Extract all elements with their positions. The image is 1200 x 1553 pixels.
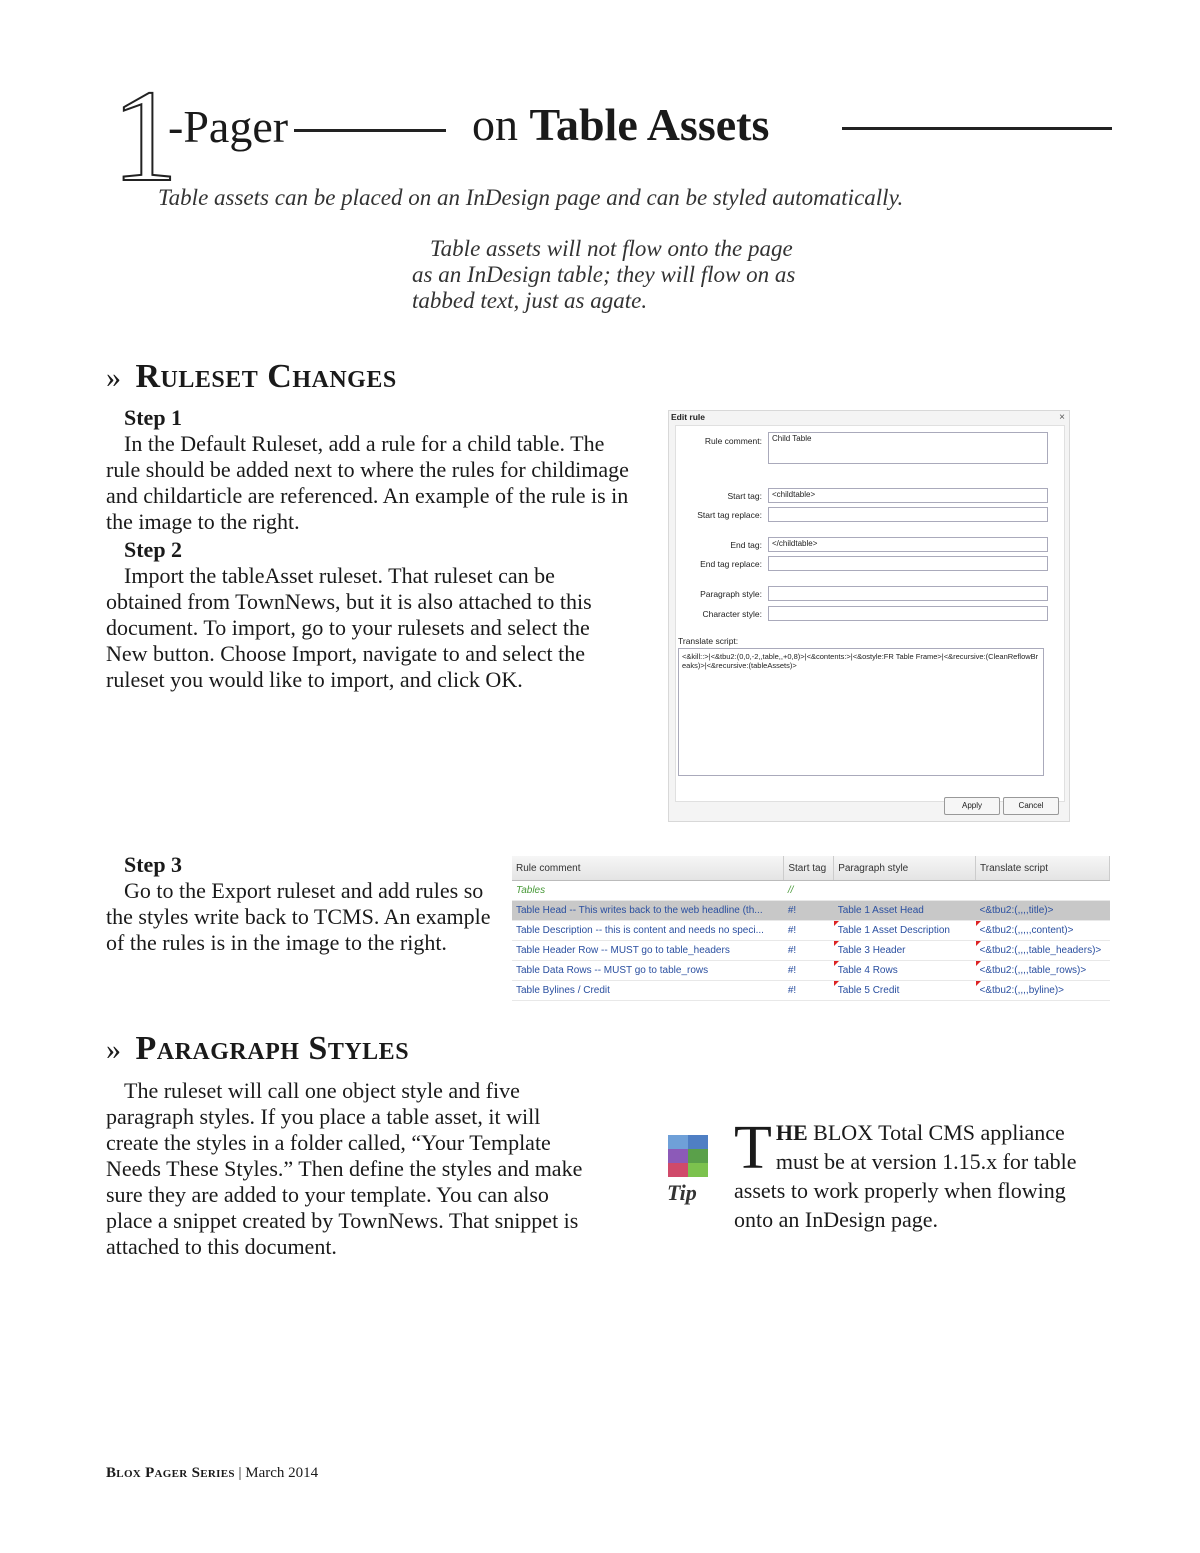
- edit-rule-dialog: [668, 410, 1070, 822]
- row-start: #!: [784, 941, 834, 961]
- tip-lead: HE: [775, 1120, 808, 1145]
- footer-series: Blox Pager Series: [106, 1465, 235, 1481]
- row-start: #!: [784, 961, 834, 981]
- col-paragraph-style[interactable]: Paragraph style: [834, 856, 976, 881]
- col-rule-comment[interactable]: Rule comment: [512, 856, 784, 881]
- table-row[interactable]: [512, 981, 1110, 1001]
- footer-date: March 2014: [245, 1465, 319, 1481]
- col-translate-script[interactable]: Translate script: [976, 856, 1110, 881]
- row-script: <&tbu2:(,,,,table_headers)>: [976, 941, 1110, 961]
- step1-title: Step 1: [124, 405, 183, 430]
- dialog-title: Edit rule: [671, 412, 706, 422]
- row-comment: Table Bylines / Credit: [512, 981, 784, 1001]
- rule-comment-label: Rule comment:: [704, 436, 762, 446]
- table-row[interactable]: [512, 961, 1110, 981]
- title-numeral: 1: [112, 62, 178, 209]
- step3-title: Step 3: [124, 852, 183, 877]
- translate-script-label: Translate script:: [678, 636, 739, 646]
- cancel-button[interactable]: Cancel: [1003, 797, 1059, 815]
- title-on-word: on: [472, 99, 518, 150]
- cube-icon: [667, 1133, 709, 1179]
- row-script: <&tbu2:(,,,,byline)>: [976, 981, 1110, 1001]
- table-header-row: [512, 856, 1110, 881]
- table-row[interactable]: [512, 921, 1110, 941]
- intro-note: [412, 236, 832, 314]
- row-style: Table 4 Rows: [834, 961, 976, 981]
- ruleset-heading: [106, 358, 397, 396]
- tip-label: Tip: [667, 1180, 697, 1205]
- chevron-icon: »: [106, 361, 122, 394]
- end-tag-label: End tag:: [730, 540, 762, 550]
- row-comment: Table Data Rows -- MUST go to table_rows: [512, 961, 784, 981]
- ruleset-heading-text: Ruleset Changes: [135, 358, 397, 395]
- table-group-row[interactable]: [512, 881, 1110, 901]
- intro-note-line: as an InDesign table; they will flow on as: [412, 262, 796, 287]
- step2-body: Import the tableAsset ruleset. That ruleset can be obtained from TownNews, but it is also attached to this document. To import, go to your rulesets and select the New button. Choose Import, navigate to and select the ruleset you would like to import, and click OK.: [106, 563, 592, 692]
- title-rule-long: [842, 127, 1112, 130]
- start-tag-label: Start tag:: [727, 491, 762, 501]
- intro-note-line: Table assets will not flow onto the page: [430, 236, 793, 261]
- page-title: [472, 98, 769, 151]
- step2: [106, 537, 636, 693]
- paragraph-styles-body: The ruleset will call one object style and five paragraph styles. If you place a table asset, it will create the styles in a folder called, “Your Template Needs These Styles.” Then define the styles and make sure they are added to your template. You can also place a snippet created by TownNews. That snippet is attached to this document.: [106, 1078, 583, 1259]
- footer-sep: |: [234, 1465, 246, 1481]
- row-script: <&tbu2:(,,,,,content)>: [976, 921, 1110, 941]
- title-rule-short: [294, 129, 446, 132]
- row-start: #!: [784, 921, 834, 941]
- title-topic: Table Assets: [529, 99, 770, 150]
- character-style-label: Character style:: [702, 609, 762, 619]
- start-tag-replace-field[interactable]: [768, 507, 1048, 522]
- end-tag-field[interactable]: </childtable>: [768, 537, 1048, 552]
- paragraph-styles-heading: [106, 1030, 409, 1068]
- translate-script-field[interactable]: <&kill::>|<&tbu2:(0,0,-2,,table,,+0,8)>|<&contents:>|<&ostyle:FR Table Frame>|<&recursive:(CleanReflowBreaks)>|<&recursive:(tableAssets)>: [678, 648, 1044, 776]
- row-comment: Table Description -- this is content and needs no speci...: [512, 921, 784, 941]
- tip-body: BLOX Total CMS appliance must be at version 1.15.x for table assets to work properly when flowing onto an InDesign page.: [734, 1120, 1077, 1232]
- group-comment: Tables: [512, 881, 784, 901]
- row-style: Table 1 Asset Head: [834, 901, 976, 921]
- row-style: Table 5 Credit: [834, 981, 976, 1001]
- row-style: Table 1 Asset Description: [834, 921, 976, 941]
- character-style-field[interactable]: [768, 606, 1048, 621]
- row-style: Table 3 Header: [834, 941, 976, 961]
- group-start: //: [784, 881, 834, 901]
- row-script: <&tbu2:(,,,,table_rows)>: [976, 961, 1110, 981]
- row-script: <&tbu2:(,,,,title)>: [976, 901, 1110, 921]
- row-start: #!: [784, 901, 834, 921]
- step1-body: In the Default Ruleset, add a rule for a child table. The rule should be added next to where the rules for childimage and childarticle are referenced. An example of the rule is in the image to the right.: [106, 431, 629, 534]
- step3-body: Go to the Export ruleset and add rules so the styles write back to TCMS. An example of the rules is in the image to the right.: [106, 878, 491, 955]
- end-tag-replace-label: End tag replace:: [700, 559, 762, 569]
- apply-button[interactable]: Apply: [944, 797, 1000, 815]
- start-tag-field[interactable]: <childtable>: [768, 488, 1048, 503]
- row-start: #!: [784, 981, 834, 1001]
- start-tag-replace-label: Start tag replace:: [697, 510, 762, 520]
- step2-title: Step 2: [124, 537, 183, 562]
- intro-note-line: tabbed text, just as agate.: [412, 288, 648, 313]
- col-start-tag[interactable]: Start tag: [784, 856, 834, 881]
- tip-text: [734, 1114, 1084, 1234]
- drop-cap: T: [734, 1114, 772, 1182]
- paragraph-style-field[interactable]: [768, 586, 1048, 601]
- paragraph-style-label: Paragraph style:: [700, 589, 762, 599]
- paragraph-styles-heading-text: Paragraph Styles: [135, 1030, 410, 1067]
- row-comment: Table Head -- This writes back to the web headline (th...: [512, 901, 784, 921]
- footer: [106, 1465, 318, 1482]
- table-row[interactable]: [512, 901, 1110, 921]
- dialog-body: [675, 425, 1065, 802]
- close-icon[interactable]: ×: [1059, 412, 1065, 423]
- export-rules-table: [512, 856, 1110, 1001]
- rule-comment-field[interactable]: Child Table: [768, 432, 1048, 464]
- row-comment: Table Header Row -- MUST go to table_headers: [512, 941, 784, 961]
- intro-line: Table assets can be placed on an InDesign page and can be styled automatically.: [158, 185, 904, 210]
- chevron-icon: »: [106, 1033, 122, 1066]
- step3: [106, 852, 496, 956]
- title-pager: -Pager: [168, 101, 289, 152]
- table-row[interactable]: [512, 941, 1110, 961]
- step1: [106, 405, 636, 535]
- end-tag-replace-field[interactable]: [768, 556, 1048, 571]
